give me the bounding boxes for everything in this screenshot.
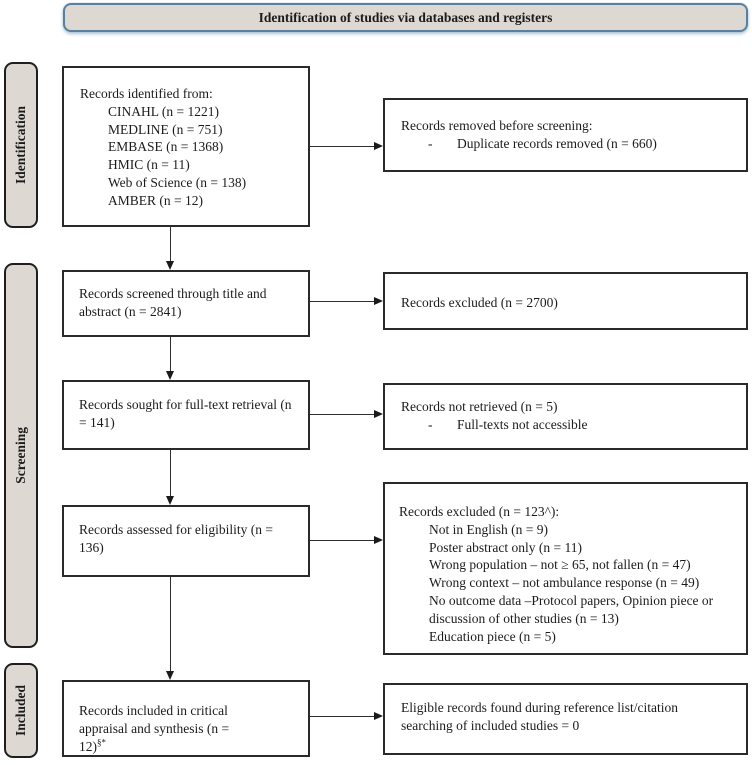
- exclusion-reason-wrong-context: Wrong context – not ambulance response (n = 49): [429, 575, 700, 591]
- records-removed-title: Records removed before screening:: [401, 118, 593, 133]
- arrow-sought-to-assessed: [170, 450, 171, 496]
- stage-label-included: Included: [13, 684, 28, 737]
- exclusion-reason-education-piece: Education piece (n = 5): [429, 628, 556, 644]
- arrow-assessed-to-included: [170, 577, 171, 671]
- bullet-dash: -: [428, 135, 433, 151]
- records-removed-reason: - Duplicate records removed (n = 660): [428, 135, 657, 151]
- diagram-header: [63, 3, 748, 32]
- database-count-cinahl: CINAHL (n = 1221): [108, 103, 219, 119]
- database-count-amber: AMBER (n = 12): [108, 192, 203, 208]
- database-count-hmic: HMIC (n = 11): [108, 157, 190, 173]
- exclusion-reason-not-english: Not in English (n = 9): [429, 521, 548, 537]
- records-assessed-text: Records assessed for eligibility (n = 136): [79, 522, 273, 555]
- box-records-included: [62, 680, 310, 757]
- box-records-excluded-screening: [383, 272, 748, 330]
- exclusion-reason-poster-abstract: Poster abstract only (n = 11): [429, 539, 582, 555]
- records-excluded-eligibility-title: Records excluded (n = 123^):: [399, 504, 560, 519]
- database-count-embase: EMBASE (n = 1368): [108, 139, 224, 155]
- arrow-included-to-reference-search: [310, 716, 374, 717]
- exclusion-reason-wrong-population: Wrong population – not ≥ 65, not fallen (n = 47): [429, 557, 691, 573]
- arrow-assessed-to-excluded: [310, 540, 374, 541]
- arrow-identified-to-removed: [310, 146, 374, 147]
- box-reference-search: [383, 683, 748, 755]
- records-not-retrieved-title: Records not retrieved (n = 5): [401, 399, 558, 414]
- box-records-removed: [383, 98, 748, 172]
- records-excluded-screening-text: Records excluded (n = 2700): [401, 295, 558, 310]
- records-identified-title: Records identified from:: [80, 86, 213, 101]
- bullet-dash: -: [428, 416, 433, 432]
- arrow-sought-to-not-retrieved: [310, 414, 374, 415]
- exclusion-reason-no-outcome-data: No outcome data –Protocol papers, Opinion piece or discussion of other studies (n = 13): [429, 593, 714, 626]
- box-records-not-retrieved: [383, 383, 748, 450]
- box-records-excluded-eligibility: [383, 482, 748, 655]
- reference-search-text: Eligible records found during reference list/citation searching of included studies = 0: [401, 700, 679, 733]
- stage-panel-included: [4, 663, 38, 758]
- stage-panel-identification: [4, 62, 38, 228]
- stage-label-identification: Identification: [13, 105, 28, 184]
- records-included-text: Records included in critical appraisal and synthesis (n = 12)§*: [79, 703, 230, 754]
- diagram-title: Identification of studies via databases and registers: [258, 9, 553, 25]
- arrow-screened-to-excluded: [310, 301, 374, 302]
- box-records-sought: [62, 380, 310, 450]
- database-count-medline: MEDLINE (n = 751): [108, 121, 223, 137]
- box-records-screened: [62, 270, 310, 337]
- records-screened-text: Records screened through title and abstract (n = 2841): [79, 286, 267, 319]
- arrow-identified-to-screened: [170, 227, 171, 261]
- box-records-assessed: [62, 505, 310, 577]
- stage-panel-screening: [4, 263, 38, 648]
- footnote-marker: §*: [97, 737, 106, 748]
- stage-label-screening: Screening: [13, 427, 28, 484]
- records-not-retrieved-reason: - Full-texts not accessible: [428, 416, 588, 432]
- arrow-screened-to-sought: [170, 337, 171, 371]
- database-count-web-of-science: Web of Science (n = 138): [108, 175, 247, 191]
- records-sought-text: Records sought for full-text retrieval (n = 141): [79, 397, 292, 430]
- box-records-identified: [62, 66, 310, 227]
